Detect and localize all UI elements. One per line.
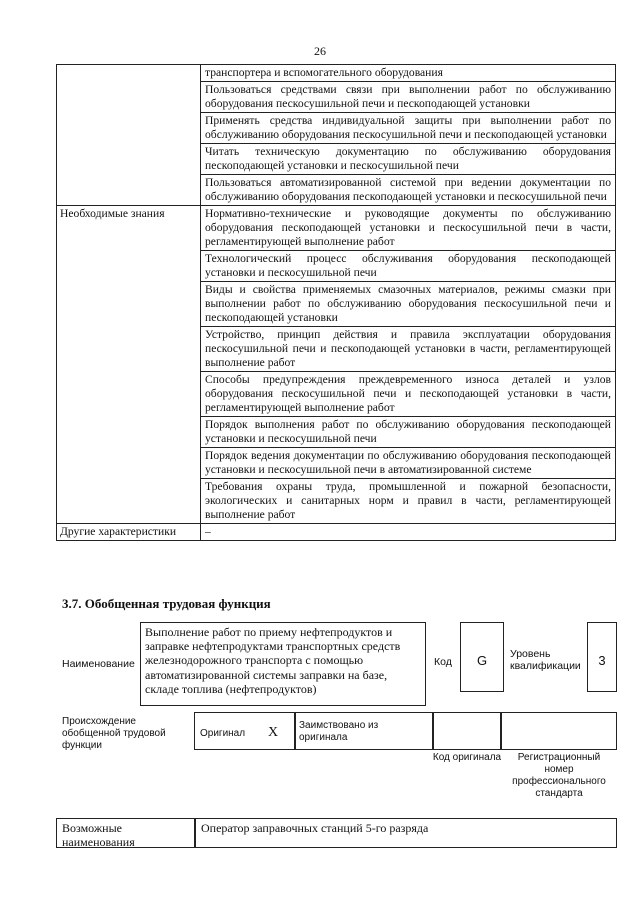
row-text: Пользоваться автоматизированной системой при ведении документации по обслуживанию оборудования пескоподающей установки и пескосушильной печи bbox=[201, 175, 616, 206]
row-text: Применять средства индивидуальной защиты при выполнении работ по обслуживанию оборудования пескосушильной печи и пескоподающей установки bbox=[201, 113, 616, 144]
row-label: Другие характеристики bbox=[57, 524, 201, 541]
table-row bbox=[57, 524, 616, 541]
code-original-box bbox=[432, 712, 502, 750]
table-row bbox=[57, 65, 616, 82]
row-text: Нормативно-технические и руководящие документы по обслуживанию оборудования пескоподающей установки и пескосушильной печи в части, регламентирующей выполнение работ bbox=[201, 206, 616, 251]
code-box bbox=[460, 622, 504, 692]
code-label: Код bbox=[434, 656, 452, 668]
borrowed-box bbox=[294, 712, 434, 750]
name-label: Наименование bbox=[62, 658, 135, 670]
code-original-label: Код оригинала bbox=[432, 752, 502, 763]
row-text: Порядок ведения документации по обслуживанию оборудования пескоподающей установки и пескосушильной печи в автоматизированной системе bbox=[201, 448, 616, 479]
row-text: Устройство, принцип действия и правила эксплуатации оборудования пескосушильной печи и пескоподающей установки в части, регламентирующей выполнение работ bbox=[201, 327, 616, 372]
code-value: G bbox=[476, 653, 488, 668]
row-text: транспортера и вспомогательного оборудования bbox=[201, 65, 616, 82]
row-text: Порядок выполнения работ по обслуживанию оборудования пескоподающей установки и пескосушильной печи bbox=[201, 417, 616, 448]
section-title: 3.7. Обобщенная трудовая функция bbox=[62, 596, 271, 611]
row-text: Пользоваться средствами связи при выполнении работ по обслуживанию оборудования пескосушильной печи и пескоподающей установки bbox=[201, 82, 616, 113]
positions-label-cell bbox=[56, 818, 196, 848]
original-box bbox=[194, 712, 296, 750]
reg-number-box bbox=[500, 712, 617, 750]
positions-value: Оператор заправочных станций 5-го разряда bbox=[201, 821, 429, 835]
row-text: Способы предупреждения преждевременного износа деталей и узлов оборудования пескосушильной печи и пескоподающей установки в части, регламентирующей выполнение работ bbox=[201, 372, 616, 417]
row-text: – bbox=[201, 524, 616, 541]
positions-label: Возможные наименования bbox=[62, 821, 135, 849]
function-name-text: Выполнение работ по приему нефтепродуктов и заправке нефтепродуктами транспортных средств железнодорожного транспорта с помощью автоматизированной системы заправки на базе, складе топлива (нефтепродуктов) bbox=[145, 625, 401, 696]
row-text: Читать техническую документацию по обслуживанию оборудования пескоподающей установки и пескосушильной печи bbox=[201, 144, 616, 175]
level-label: Уровень квалификации bbox=[510, 648, 581, 672]
row-label bbox=[57, 65, 201, 206]
row-text: Виды и свойства применяемых смазочных материалов, режимы смазки при выполнении работ по обслуживанию оборудования пескосушильной печи и пескоподающей установки bbox=[201, 282, 616, 327]
original-label: Оригинал bbox=[200, 728, 246, 739]
original-mark: X bbox=[267, 725, 279, 740]
level-box bbox=[587, 622, 617, 692]
requirements-table bbox=[56, 64, 616, 541]
row-label: Необходимые знания bbox=[57, 206, 201, 524]
table-row bbox=[57, 206, 616, 251]
origin-label: Происхождение обобщенной трудовой функции bbox=[62, 716, 166, 751]
row-text: Требования охраны труда, промышленной и пожарной безопасности, экологических и санитарных норм и правил в части, регламентирующей выполнение работ bbox=[201, 479, 616, 524]
borrowed-label: Заимствовано из оригинала bbox=[299, 720, 379, 743]
page-number: 26 bbox=[314, 44, 326, 58]
level-value: 3 bbox=[598, 653, 606, 668]
positions-value-cell bbox=[194, 818, 617, 848]
row-text: Технологический процесс обслуживания оборудования пескоподающей установки и пескосушильной печи bbox=[201, 251, 616, 282]
function-name-box bbox=[140, 622, 426, 706]
reg-number-label: Регистрационный номер профессионального стандарта bbox=[512, 752, 606, 799]
